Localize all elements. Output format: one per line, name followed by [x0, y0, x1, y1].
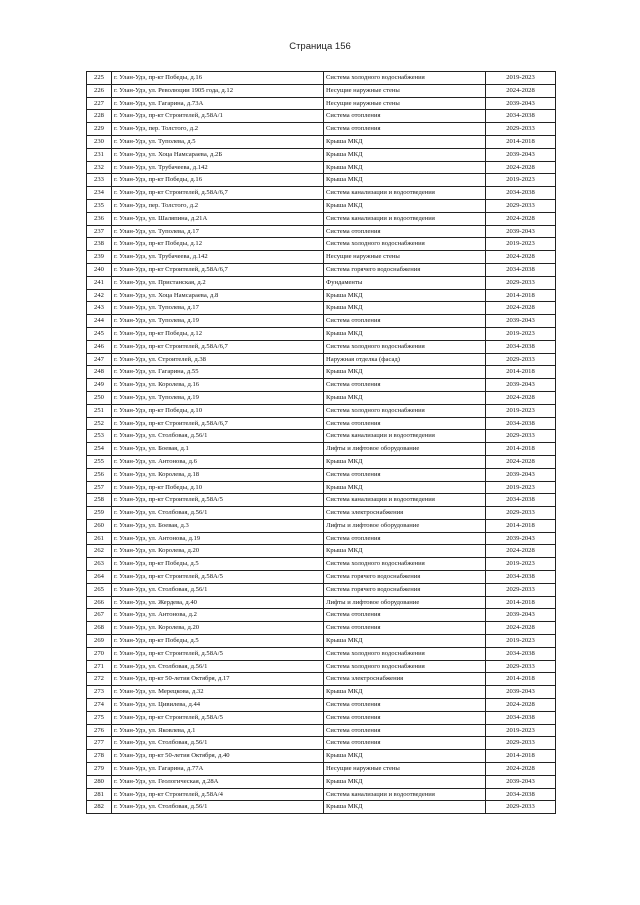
address-cell: г. Улан-Удэ, пр-кт Строителей, д.58А/5	[112, 647, 324, 660]
system-cell: Система отопления	[324, 123, 486, 136]
table-row	[87, 72, 556, 85]
system-cell: Крыша МКД	[324, 148, 486, 161]
address-cell: г. Улан-Удэ, пр-кт Победы, д.16	[112, 174, 324, 187]
address-cell: г. Улан-Удэ, ул. Строителей, д.38	[112, 353, 324, 366]
system-cell: Система канализации и водоотведения	[324, 430, 486, 443]
address-cell: г. Улан-Удэ, ул. Столбовая, д.56/1	[112, 583, 324, 596]
address-cell: г. Улан-Удэ, пр-кт Победы, д.10	[112, 404, 324, 417]
row-number: 253	[87, 430, 112, 443]
row-number: 254	[87, 443, 112, 456]
system-cell: Крыша МКД	[324, 775, 486, 788]
system-cell: Система отопления	[324, 711, 486, 724]
system-cell: Система отопления	[324, 110, 486, 123]
table-row	[87, 302, 556, 315]
table-row	[87, 455, 556, 468]
table-row	[87, 750, 556, 763]
table-row	[87, 97, 556, 110]
address-cell: г. Улан-Удэ, пр-кт Строителей, д.58А/1	[112, 110, 324, 123]
table-row	[87, 660, 556, 673]
address-cell: г. Улан-Удэ, ул. Королева, д.20	[112, 622, 324, 635]
address-cell: г. Улан-Удэ, пер. Толстого, д.2	[112, 123, 324, 136]
row-number: 281	[87, 788, 112, 801]
period-cell: 2039-2043	[486, 609, 556, 622]
system-cell: Лифты и лифтовое оборудование	[324, 519, 486, 532]
address-cell: г. Улан-Удэ, пер. Толстого, д.2	[112, 199, 324, 212]
row-number: 261	[87, 532, 112, 545]
address-cell: г. Улан-Удэ, ул. Туполева, д.5	[112, 135, 324, 148]
period-cell: 2039-2043	[486, 686, 556, 699]
table-row	[87, 507, 556, 520]
table-row	[87, 417, 556, 430]
address-cell: г. Улан-Удэ, ул. Столбовая, д.56/1	[112, 660, 324, 673]
period-cell: 2029-2033	[486, 507, 556, 520]
system-cell: Система холодного водоснабжения	[324, 238, 486, 251]
table-row	[87, 148, 556, 161]
period-cell: 2039-2043	[486, 468, 556, 481]
period-cell: 2029-2033	[486, 353, 556, 366]
address-cell: г. Улан-Удэ, пр-кт Победы, д.16	[112, 72, 324, 85]
table-row	[87, 635, 556, 648]
row-number: 270	[87, 647, 112, 660]
period-cell: 2019-2023	[486, 635, 556, 648]
period-cell: 2014-2018	[486, 289, 556, 302]
table-row	[87, 673, 556, 686]
address-cell: г. Улан-Удэ, ул. Столбовая, д.56/1	[112, 737, 324, 750]
table-row	[87, 379, 556, 392]
row-number: 245	[87, 327, 112, 340]
address-cell: г. Улан-Удэ, пр-кт Строителей, д.58А/6,7	[112, 417, 324, 430]
table-row	[87, 571, 556, 584]
address-cell: г. Улан-Удэ, пр-кт Строителей, д.58А/6,7	[112, 187, 324, 200]
system-cell: Несущие наружные стены	[324, 97, 486, 110]
address-cell: г. Улан-Удэ, ул. Геологическая, д.28А	[112, 775, 324, 788]
period-cell: 2039-2043	[486, 225, 556, 238]
system-cell: Крыша МКД	[324, 635, 486, 648]
address-cell: г. Улан-Удэ, ул. Антонова, д.6	[112, 455, 324, 468]
row-number: 225	[87, 72, 112, 85]
period-cell: 2039-2043	[486, 97, 556, 110]
address-cell: г. Улан-Удэ, ул. Шаляпина, д.21А	[112, 212, 324, 225]
table-row	[87, 123, 556, 136]
period-cell: 2029-2033	[486, 660, 556, 673]
address-cell: г. Улан-Удэ, пр-кт Строителей, д.58А/5	[112, 494, 324, 507]
system-cell: Несущие наружные стены	[324, 84, 486, 97]
table-body	[87, 72, 556, 814]
period-cell: 2019-2023	[486, 558, 556, 571]
period-cell: 2014-2018	[486, 596, 556, 609]
row-number: 263	[87, 558, 112, 571]
row-number: 228	[87, 110, 112, 123]
period-cell: 2014-2018	[486, 443, 556, 456]
table-row	[87, 737, 556, 750]
address-cell: г. Улан-Удэ, ул. Туполева, д.19	[112, 391, 324, 404]
period-cell: 2029-2033	[486, 123, 556, 136]
system-cell: Система холодного водоснабжения	[324, 340, 486, 353]
period-cell: 2029-2033	[486, 737, 556, 750]
address-cell: г. Улан-Удэ, пр-кт Победы, д.10	[112, 481, 324, 494]
system-cell: Система отопления	[324, 622, 486, 635]
address-cell: г. Улан-Удэ, ул. Мерецкова, д.32	[112, 686, 324, 699]
system-cell: Несущие наружные стены	[324, 763, 486, 776]
table-row	[87, 187, 556, 200]
table-row	[87, 353, 556, 366]
row-number: 226	[87, 84, 112, 97]
row-number: 244	[87, 315, 112, 328]
period-cell: 2034-2038	[486, 647, 556, 660]
table-row	[87, 609, 556, 622]
table-row	[87, 494, 556, 507]
table-row	[87, 251, 556, 264]
system-cell: Система отопления	[324, 468, 486, 481]
period-cell: 2019-2023	[486, 481, 556, 494]
address-cell: г. Улан-Удэ, ул. Боевая, д.1	[112, 443, 324, 456]
table-row	[87, 225, 556, 238]
address-cell: г. Улан-Удэ, ул. Хоца Намсараева, д.8	[112, 289, 324, 302]
table-row	[87, 135, 556, 148]
address-cell: г. Улан-Удэ, ул. Антонова, д.19	[112, 532, 324, 545]
period-cell: 2019-2023	[486, 174, 556, 187]
table-row	[87, 801, 556, 814]
address-cell: г. Улан-Удэ, пр-кт Строителей, д.58А/4	[112, 788, 324, 801]
system-cell: Система отопления	[324, 737, 486, 750]
period-cell: 2014-2018	[486, 366, 556, 379]
period-cell: 2024-2028	[486, 212, 556, 225]
system-cell: Система отопления	[324, 699, 486, 712]
table-row	[87, 532, 556, 545]
address-cell: г. Улан-Удэ, ул. Цивилева, д.44	[112, 699, 324, 712]
period-cell: 2024-2028	[486, 622, 556, 635]
address-cell: г. Улан-Удэ, пр-кт Победы, д.12	[112, 327, 324, 340]
address-cell: г. Улан-Удэ, ул. Яковлева, д.1	[112, 724, 324, 737]
table-row	[87, 545, 556, 558]
row-number: 249	[87, 379, 112, 392]
system-cell: Система отопления	[324, 532, 486, 545]
period-cell: 2024-2028	[486, 302, 556, 315]
table-row	[87, 647, 556, 660]
table-row	[87, 84, 556, 97]
system-cell: Лифты и лифтовое оборудование	[324, 443, 486, 456]
table-row	[87, 263, 556, 276]
address-cell: г. Улан-Удэ, ул. Трубачеева, д.142	[112, 251, 324, 264]
table-row	[87, 366, 556, 379]
row-number: 250	[87, 391, 112, 404]
system-cell: Крыша МКД	[324, 545, 486, 558]
system-cell: Крыша МКД	[324, 455, 486, 468]
row-number: 233	[87, 174, 112, 187]
row-number: 279	[87, 763, 112, 776]
table-row	[87, 558, 556, 571]
row-number: 234	[87, 187, 112, 200]
address-cell: г. Улан-Удэ, пр-кт Строителей, д.58А/6,7	[112, 263, 324, 276]
period-cell: 2029-2033	[486, 199, 556, 212]
period-cell: 2019-2023	[486, 404, 556, 417]
address-cell: г. Улан-Удэ, ул. Революции 1905 года, д.12	[112, 84, 324, 97]
row-number: 241	[87, 276, 112, 289]
system-cell: Крыша МКД	[324, 366, 486, 379]
row-number: 252	[87, 417, 112, 430]
row-number: 255	[87, 455, 112, 468]
address-cell: г. Улан-Удэ, ул. Боевая, д.3	[112, 519, 324, 532]
system-cell: Система канализации и водоотведения	[324, 187, 486, 200]
address-cell: г. Улан-Удэ, ул. Королева, д.18	[112, 468, 324, 481]
address-cell: г. Улан-Удэ, пр-кт 50-летия Октября, д.40	[112, 750, 324, 763]
row-number: 232	[87, 161, 112, 174]
table-row	[87, 199, 556, 212]
system-cell: Система отопления	[324, 225, 486, 238]
address-cell: г. Улан-Удэ, ул. Королева, д.20	[112, 545, 324, 558]
period-cell: 2014-2018	[486, 673, 556, 686]
row-number: 257	[87, 481, 112, 494]
period-cell: 2029-2033	[486, 801, 556, 814]
row-number: 274	[87, 699, 112, 712]
period-cell: 2034-2038	[486, 711, 556, 724]
address-cell: г. Улан-Удэ, пр-кт Строителей, д.58А/5	[112, 711, 324, 724]
system-cell: Система отопления	[324, 315, 486, 328]
period-cell: 2034-2038	[486, 340, 556, 353]
period-cell: 2024-2028	[486, 391, 556, 404]
system-cell: Крыша МКД	[324, 391, 486, 404]
period-cell: 2039-2043	[486, 315, 556, 328]
address-cell: г. Улан-Удэ, ул. Гагарина, д.73А	[112, 97, 324, 110]
period-cell: 2034-2038	[486, 263, 556, 276]
address-cell: г. Улан-Удэ, ул. Гагарина, д.77А	[112, 763, 324, 776]
period-cell: 2014-2018	[486, 750, 556, 763]
period-cell: 2034-2038	[486, 187, 556, 200]
period-cell: 2024-2028	[486, 161, 556, 174]
table-row	[87, 699, 556, 712]
row-number: 271	[87, 660, 112, 673]
system-cell: Система холодного водоснабжения	[324, 558, 486, 571]
period-cell: 2024-2028	[486, 763, 556, 776]
row-number: 264	[87, 571, 112, 584]
period-cell: 2039-2043	[486, 148, 556, 161]
period-cell: 2034-2038	[486, 494, 556, 507]
row-number: 273	[87, 686, 112, 699]
system-cell: Несущие наружные стены	[324, 251, 486, 264]
table-row	[87, 174, 556, 187]
row-number: 239	[87, 251, 112, 264]
period-cell: 2034-2038	[486, 110, 556, 123]
system-cell: Крыша МКД	[324, 302, 486, 315]
address-cell: г. Улан-Удэ, пр-кт Строителей, д.58А/6,7	[112, 340, 324, 353]
system-cell: Система электроснабжения	[324, 507, 486, 520]
system-cell: Система канализации и водоотведения	[324, 212, 486, 225]
row-number: 242	[87, 289, 112, 302]
address-cell: г. Улан-Удэ, пр-кт 50-летия Октября, д.17	[112, 673, 324, 686]
address-cell: г. Улан-Удэ, ул. Жердева, д.40	[112, 596, 324, 609]
row-number: 230	[87, 135, 112, 148]
address-cell: г. Улан-Удэ, ул. Туполева, д.19	[112, 315, 324, 328]
address-cell: г. Улан-Удэ, ул. Антонова, д.2	[112, 609, 324, 622]
system-cell: Система отопления	[324, 379, 486, 392]
system-cell: Крыша МКД	[324, 174, 486, 187]
row-number: 251	[87, 404, 112, 417]
table-row	[87, 161, 556, 174]
system-cell: Крыша МКД	[324, 750, 486, 763]
row-number: 267	[87, 609, 112, 622]
row-number: 256	[87, 468, 112, 481]
system-cell: Система канализации и водоотведения	[324, 788, 486, 801]
period-cell: 2034-2038	[486, 417, 556, 430]
row-number: 246	[87, 340, 112, 353]
period-cell: 2019-2023	[486, 724, 556, 737]
address-cell: г. Улан-Удэ, пр-кт Победы, д.5	[112, 635, 324, 648]
period-cell: 2024-2028	[486, 84, 556, 97]
table-row	[87, 468, 556, 481]
row-number: 258	[87, 494, 112, 507]
table-row	[87, 404, 556, 417]
table-row	[87, 596, 556, 609]
capital-repair-table	[86, 71, 556, 814]
table-row	[87, 315, 556, 328]
system-cell: Крыша МКД	[324, 289, 486, 302]
row-number: 278	[87, 750, 112, 763]
table-row	[87, 430, 556, 443]
row-number: 248	[87, 366, 112, 379]
table-row	[87, 289, 556, 302]
table-row	[87, 481, 556, 494]
system-cell: Крыша МКД	[324, 327, 486, 340]
address-cell: г. Улан-Удэ, ул. Трубачеева, д.142	[112, 161, 324, 174]
system-cell: Крыша МКД	[324, 135, 486, 148]
system-cell: Система отопления	[324, 724, 486, 737]
row-number: 236	[87, 212, 112, 225]
system-cell: Система электроснабжения	[324, 673, 486, 686]
row-number: 231	[87, 148, 112, 161]
row-number: 275	[87, 711, 112, 724]
table-row	[87, 212, 556, 225]
system-cell: Наружная отделка (фасад)	[324, 353, 486, 366]
system-cell: Система холодного водоснабжения	[324, 72, 486, 85]
table-row	[87, 391, 556, 404]
system-cell: Крыша МКД	[324, 801, 486, 814]
table-row	[87, 622, 556, 635]
table-row	[87, 775, 556, 788]
table-row	[87, 443, 556, 456]
system-cell: Крыша МКД	[324, 161, 486, 174]
row-number: 266	[87, 596, 112, 609]
row-number: 247	[87, 353, 112, 366]
system-cell: Система холодного водоснабжения	[324, 647, 486, 660]
row-number: 238	[87, 238, 112, 251]
row-number: 280	[87, 775, 112, 788]
row-number: 272	[87, 673, 112, 686]
table-row	[87, 788, 556, 801]
row-number: 260	[87, 519, 112, 532]
address-cell: г. Улан-Удэ, ул. Хоца Намсараева, д.2Б	[112, 148, 324, 161]
system-cell: Крыша МКД	[324, 199, 486, 212]
row-number: 262	[87, 545, 112, 558]
system-cell: Крыша МКД	[324, 481, 486, 494]
period-cell: 2024-2028	[486, 545, 556, 558]
table-row	[87, 583, 556, 596]
table-row	[87, 340, 556, 353]
period-cell: 2014-2018	[486, 135, 556, 148]
period-cell: 2029-2033	[486, 583, 556, 596]
address-cell: г. Улан-Удэ, ул. Пристанская, д.2	[112, 276, 324, 289]
row-number: 265	[87, 583, 112, 596]
address-cell: г. Улан-Удэ, пр-кт Победы, д.5	[112, 558, 324, 571]
system-cell: Фундаменты	[324, 276, 486, 289]
period-cell: 2014-2018	[486, 519, 556, 532]
row-number: 277	[87, 737, 112, 750]
row-number: 235	[87, 199, 112, 212]
row-number: 259	[87, 507, 112, 520]
row-number: 240	[87, 263, 112, 276]
table-row	[87, 276, 556, 289]
period-cell: 2019-2023	[486, 238, 556, 251]
table-row	[87, 711, 556, 724]
address-cell: г. Улан-Удэ, ул. Королева, д.16	[112, 379, 324, 392]
address-cell: г. Улан-Удэ, пр-кт Строителей, д.58А/5	[112, 571, 324, 584]
address-cell: г. Улан-Удэ, ул. Столбовая, д.56/1	[112, 507, 324, 520]
period-cell: 2039-2043	[486, 775, 556, 788]
system-cell: Система отопления	[324, 609, 486, 622]
system-cell: Система горячего водоснабжения	[324, 571, 486, 584]
system-cell: Система отопления	[324, 417, 486, 430]
period-cell: 2034-2038	[486, 571, 556, 584]
table-row	[87, 238, 556, 251]
table-row	[87, 519, 556, 532]
system-cell: Крыша МКД	[324, 686, 486, 699]
period-cell: 2029-2033	[486, 430, 556, 443]
table-row	[87, 110, 556, 123]
system-cell: Система холодного водоснабжения	[324, 660, 486, 673]
row-number: 243	[87, 302, 112, 315]
period-cell: 2024-2028	[486, 251, 556, 264]
period-cell: 2019-2023	[486, 72, 556, 85]
period-cell: 2024-2028	[486, 455, 556, 468]
row-number: 269	[87, 635, 112, 648]
period-cell: 2039-2043	[486, 379, 556, 392]
system-cell: Система горячего водоснабжения	[324, 583, 486, 596]
system-cell: Система холодного водоснабжения	[324, 404, 486, 417]
table-row	[87, 686, 556, 699]
row-number: 237	[87, 225, 112, 238]
row-number: 276	[87, 724, 112, 737]
page-number-header: Страница 156	[289, 41, 351, 52]
row-number: 229	[87, 123, 112, 136]
table-row	[87, 763, 556, 776]
row-number: 282	[87, 801, 112, 814]
period-cell: 2039-2043	[486, 532, 556, 545]
table-row	[87, 327, 556, 340]
system-cell: Лифты и лифтовое оборудование	[324, 596, 486, 609]
row-number: 227	[87, 97, 112, 110]
period-cell: 2034-2038	[486, 788, 556, 801]
table-row	[87, 724, 556, 737]
address-cell: г. Улан-Удэ, пр-кт Победы, д.12	[112, 238, 324, 251]
period-cell: 2019-2023	[486, 327, 556, 340]
address-cell: г. Улан-Удэ, ул. Столбовая, д.56/1	[112, 801, 324, 814]
address-cell: г. Улан-Удэ, ул. Туполева, д.17	[112, 225, 324, 238]
system-cell: Система канализации и водоотведения	[324, 494, 486, 507]
period-cell: 2024-2028	[486, 699, 556, 712]
row-number: 268	[87, 622, 112, 635]
address-cell: г. Улан-Удэ, ул. Туполева, д.17	[112, 302, 324, 315]
address-cell: г. Улан-Удэ, ул. Столбовая, д.56/1	[112, 430, 324, 443]
system-cell: Система горячего водоснабжения	[324, 263, 486, 276]
address-cell: г. Улан-Удэ, ул. Гагарина, д.55	[112, 366, 324, 379]
period-cell: 2029-2033	[486, 276, 556, 289]
